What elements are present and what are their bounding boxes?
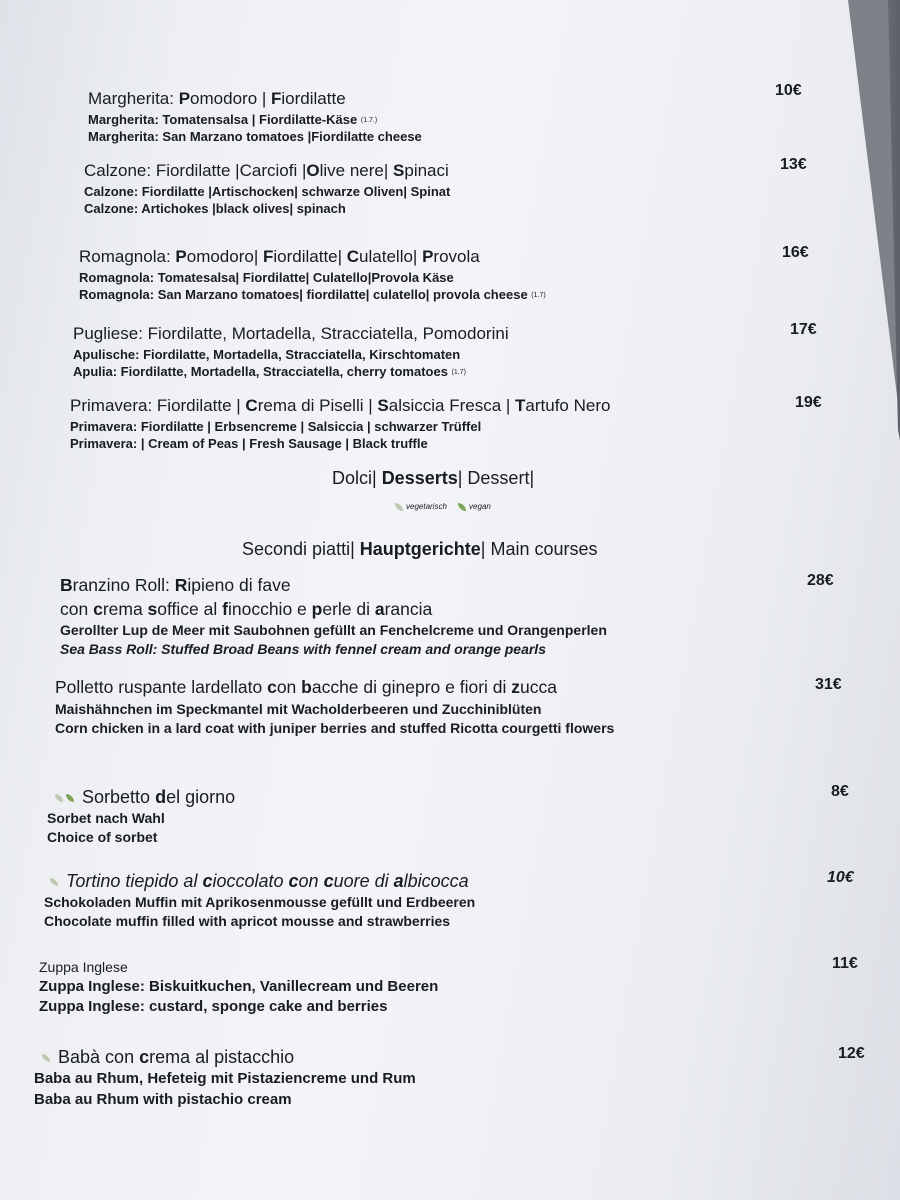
menu-item-baba [34, 1045, 416, 1110]
price-pugliese: 17€ [790, 321, 817, 338]
vegetarian-leaf-icon [395, 503, 403, 511]
item-desc-en: Apulia: Fiordilatte, Mortadella, Stracciatella, cherry tomatoes (1.7) [73, 364, 466, 380]
vegetarian-leaf-icon [42, 1054, 50, 1062]
item-title: Primavera: Fiordilatte | Crema di Piselli | Salsiccia Fresca | Tartufo Nero [70, 396, 611, 415]
item-title: Pugliese: Fiordilatte, Mortadella, Stracciatella, Pomodorini [73, 324, 509, 343]
price-margherita: 10€ [775, 82, 802, 99]
item-title: Branzino Roll: Ripieno di fave [60, 575, 291, 595]
price-branzino: 28€ [807, 572, 834, 589]
item-desc-de: Sorbet nach Wahl [47, 810, 165, 827]
price-romagnola: 16€ [782, 244, 809, 261]
vegetarian-leaf-icon [55, 794, 63, 802]
item-title: Calzone: Fiordilatte |Carciofi |Olive nere| Spinaci [84, 161, 449, 180]
price-polletto: 31€ [815, 676, 842, 693]
desserts-header: Dolci| Desserts| Dessert| [332, 468, 535, 488]
price-sorbetto: 8€ [831, 783, 849, 800]
menu-item-pugliese [73, 323, 509, 381]
vegan-leaf-icon [66, 794, 74, 802]
item-desc-en: Sea Bass Roll: Stuffed Broad Beans with fennel cream and orange pearls [60, 641, 546, 658]
item-desc-de: Margherita: Tomatensalsa | Fiordilatte-Käse (1.7.) [88, 111, 378, 127]
item-desc-en: Choice of sorbet [47, 829, 158, 846]
menu-item-primavera [70, 395, 610, 453]
item-title: Zuppa Inglese [39, 959, 128, 975]
vegetarian-leaf-icon [50, 878, 58, 886]
item-desc-de: Romagnola: Tomatesalsa| Fiordilatte| Culatello|Provola Käse [79, 269, 454, 285]
item-desc-en: Zuppa Inglese: custard, sponge cake and berries [39, 998, 388, 1016]
price-calzone: 13€ [780, 156, 807, 173]
item-desc-de: Apulische: Fiordilatte, Mortadella, Stracciatella, Kirschtomaten [73, 346, 461, 362]
price-tortino: 10€ [827, 869, 854, 886]
item-title: Tortino tiepido al cioccolato con cuore di albicocca [44, 869, 475, 893]
item-desc-en: Chocolate muffin filled with apricot mousse and strawberries [44, 913, 451, 930]
item-desc-de: Calzone: Fiordilatte |Artischocken| schwarze Oliven| Spinat [84, 183, 451, 199]
mains-header: Secondi piatti| Hauptgerichte| Main courses [242, 539, 598, 559]
item-desc-en: Margherita: San Marzano tomatoes |Fiordilatte cheese [88, 129, 422, 145]
price-zuppa-inglese: 11€ [832, 955, 858, 972]
item-desc-en: Calzone: Artichokes |black olives| spinach [84, 201, 346, 217]
item-desc-de: Baba au Rhum, Hefeteig mit Pistaziencreme und Rum [34, 1070, 416, 1088]
item-desc-de: Maishähnchen im Speckmantel mit Wacholderbeeren und Zucchiniblüten [55, 700, 542, 717]
item-desc-de: Gerollter Lup de Meer mit Saubohnen gefüllt an Fenchelcreme und Orangenperlen [60, 622, 607, 639]
item-desc-en: Baba au Rhum with pistachio cream [34, 1090, 292, 1108]
item-title: Babà con crema al pistacchio [34, 1045, 416, 1069]
item-title-2: con crema soffice al finocchio e perle di arancia [60, 598, 433, 619]
item-title: Romagnola: Pomodoro| Fiordilatte| Culatello| Provola [79, 247, 480, 266]
item-desc-de: Primavera: Fiordilatte | Erbsencreme | Salsiccia | schwarzer Trüffel [70, 418, 482, 434]
item-desc-de: Schokoladen Muffin mit Aprikosenmousse gefüllt und Erdbeeren [44, 894, 476, 911]
menu-item-romagnola [79, 246, 546, 304]
price-primavera: 19€ [795, 394, 822, 411]
diet-legend: vegetarisch vegan [395, 502, 491, 511]
item-desc-en: Corn chicken in a lard coat with juniper berries and stuffed Ricotta courgetti flowers [55, 719, 615, 736]
vegan-leaf-icon [458, 503, 466, 511]
menu-item-calzone [84, 160, 450, 218]
price-baba: 12€ [838, 1045, 865, 1062]
item-title: Margherita: Pomodoro | Fiordilatte [88, 89, 346, 108]
menu-item-branzino [60, 574, 607, 659]
item-desc-en: Romagnola: San Marzano tomatoes| fiordilatte| culatello| provola cheese (1.7) [79, 287, 546, 303]
item-desc-de: Zuppa Inglese: Biskuitkuchen, Vanillecream und Beeren [39, 977, 439, 995]
menu-item-margherita [88, 88, 422, 146]
menu-item-tortino [44, 869, 475, 931]
menu-item-zuppa-inglese [39, 958, 438, 1017]
menu-item-polletto [55, 676, 614, 737]
menu-item-sorbetto [47, 785, 235, 847]
item-title: Sorbetto del giorno [47, 785, 235, 809]
item-desc-en: Primavera: | Cream of Peas | Fresh Sausage | Black truffle [70, 436, 428, 452]
item-title: Polletto ruspante lardellato con bacche di ginepro e fiori di zucca [55, 677, 557, 697]
